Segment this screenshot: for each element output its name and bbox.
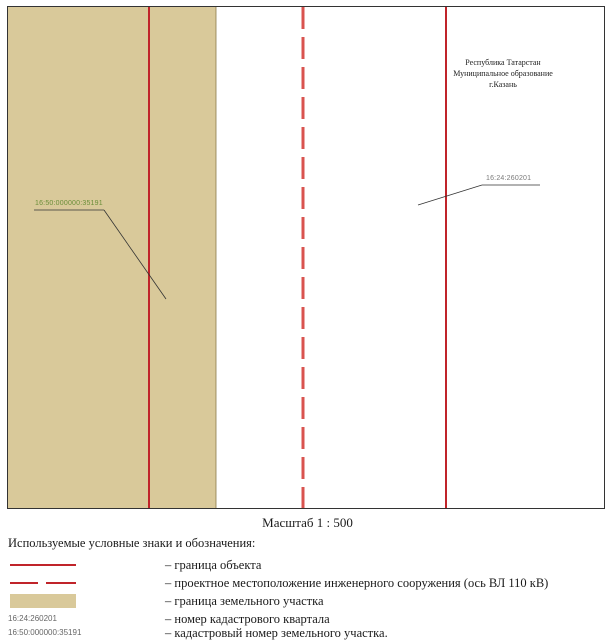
parcel-number-label: 16:50:000000:35191 [35,200,103,207]
legend-desc: – проектное местоположение инженерного сооружения (ось ВЛ 110 кВ) [165,576,549,590]
region-label-line-2: Муниципальное образование [453,69,553,78]
legend-desc: – кадастровый номер земельного участка. [165,626,388,640]
legend-item-cadastral-parcel [0,624,615,642]
region-label-line-1: Республика Татарстан [465,58,541,67]
block-label-leader [418,185,482,205]
legend-title: Используемые условные знаки и обозначения: [8,536,256,550]
legend-item-projected-line [0,574,615,592]
legend-desc: – номер кадастрового квартала [165,612,330,626]
cadastral-block-label: 16:24:260201 [486,175,532,182]
map-scale: Масштаб 1 : 500 [262,515,353,530]
cadastral-map [7,6,605,509]
legend-item-land-parcel [0,592,615,610]
legend-sample-block: 16:24:260201 [8,614,57,623]
legend-desc: – граница объекта [165,558,262,572]
tan-fill-icon [8,592,88,610]
dashed-red-line-icon [8,574,88,592]
solid-red-line-icon [8,556,88,574]
region-label [438,57,568,90]
land-parcel-area [8,7,216,509]
region-label-line-3: г.Казань [489,80,517,89]
legend-item-object-boundary [0,556,615,574]
legend-sample-parcel: 16:50:000000:35191 [8,628,82,637]
legend-desc: – граница земельного участка [165,594,324,608]
